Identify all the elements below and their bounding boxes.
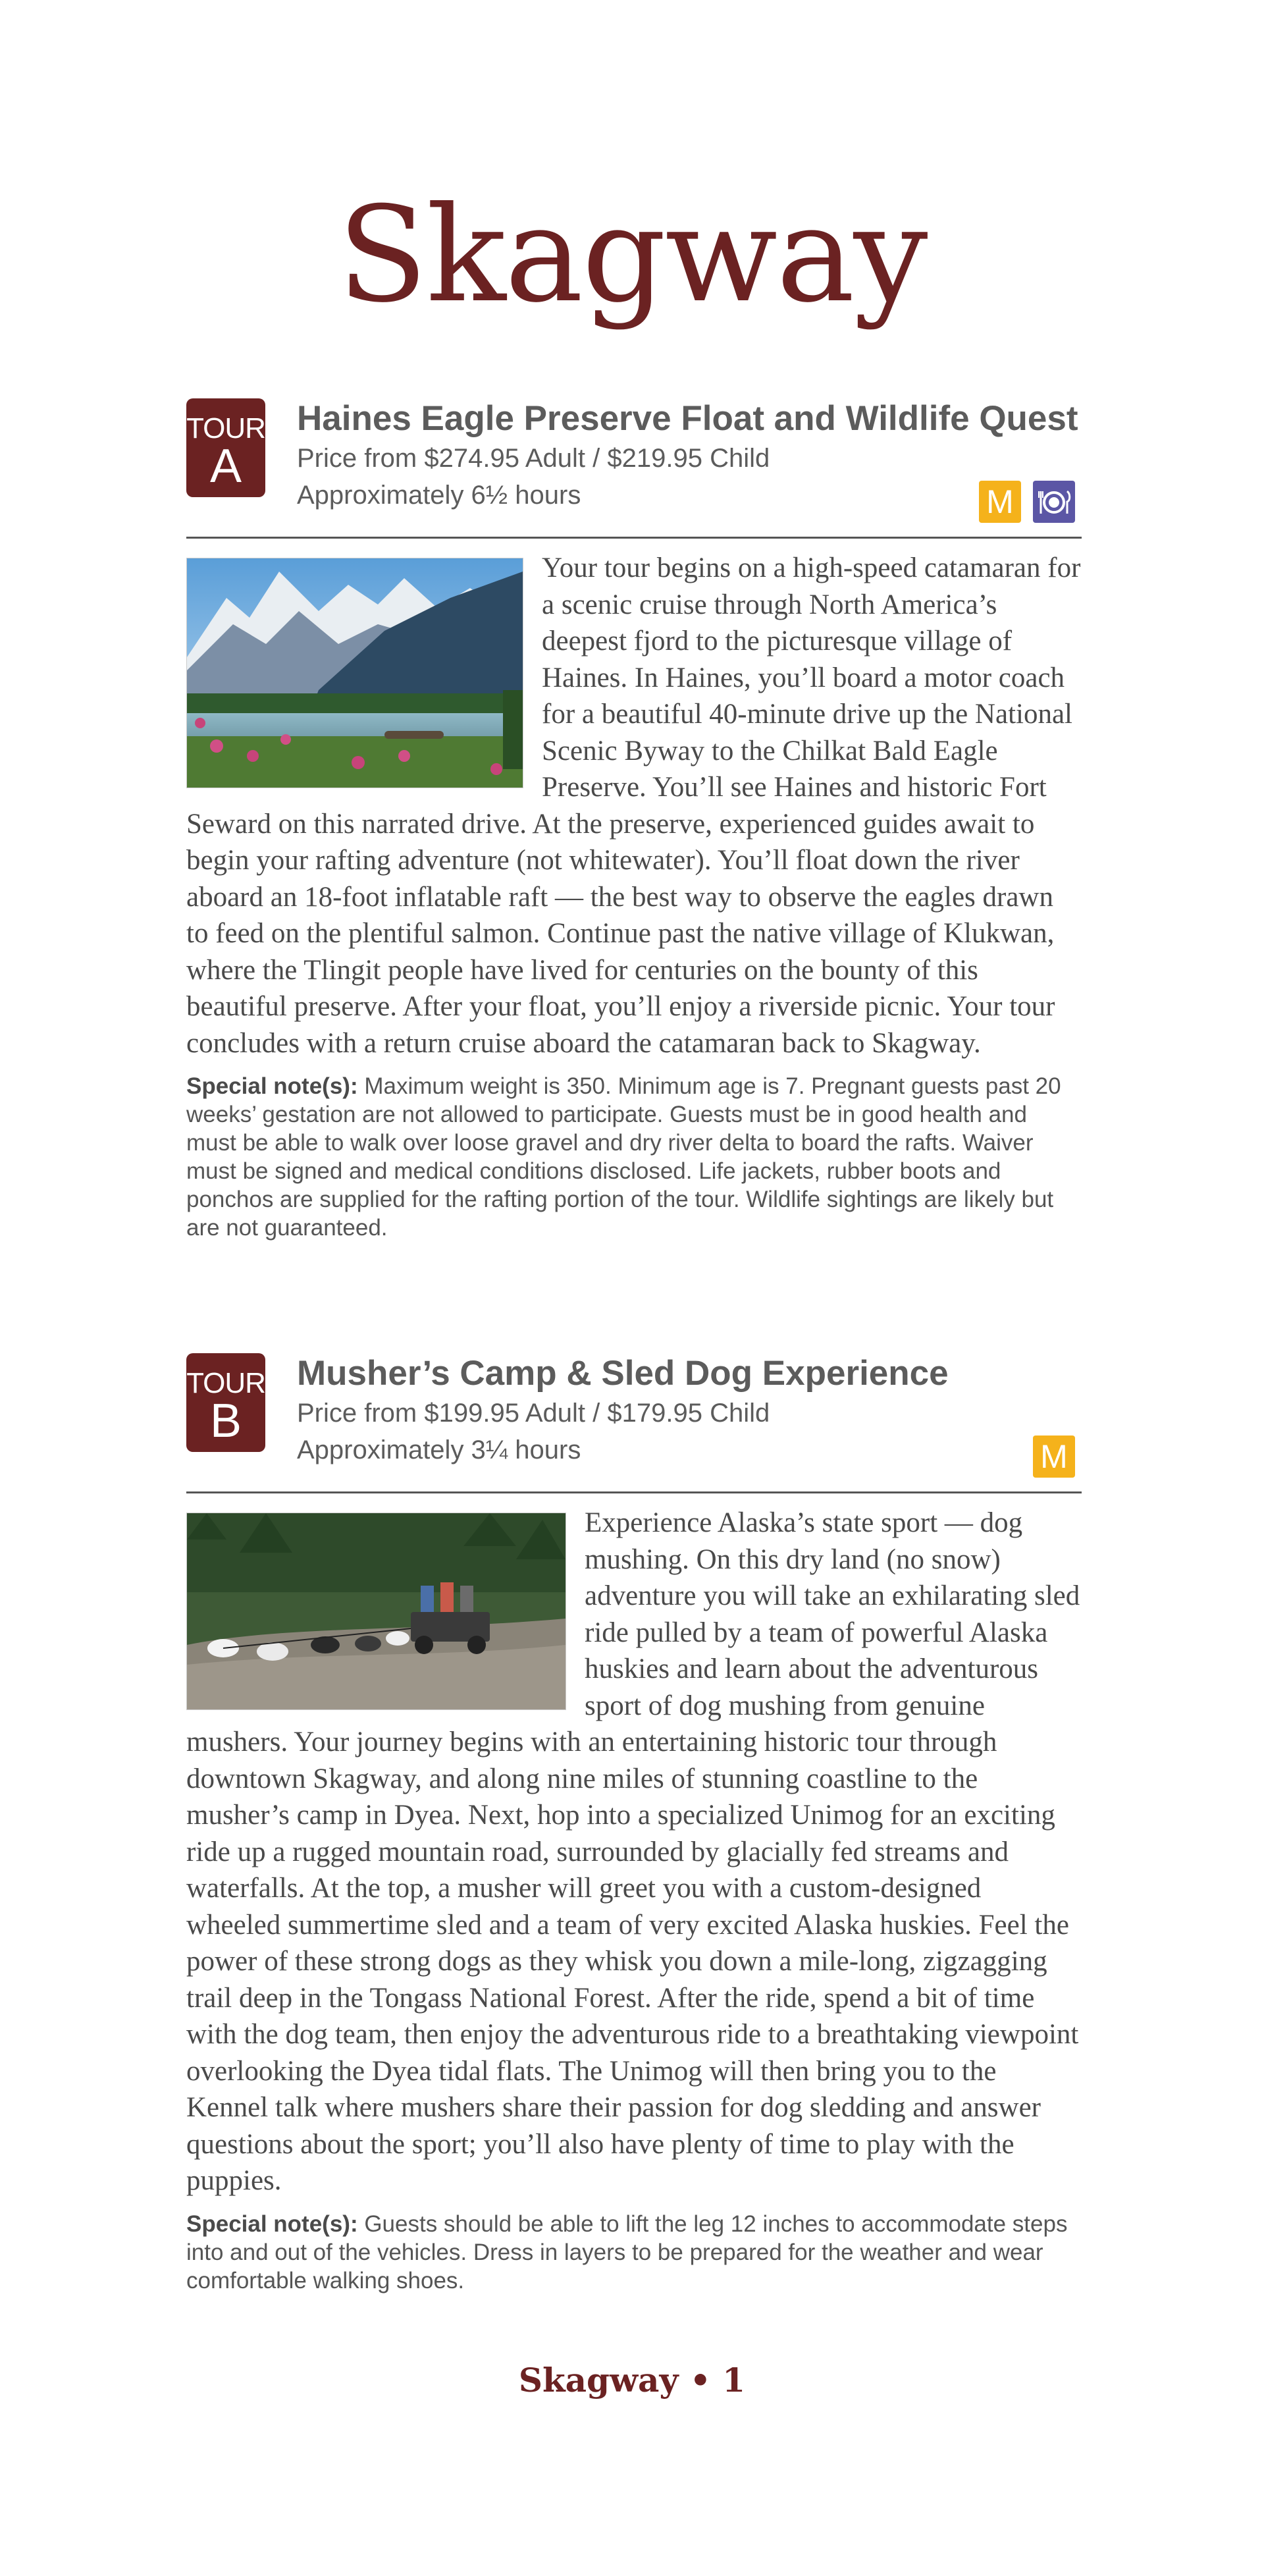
tour-icons xyxy=(979,481,1075,523)
tour-duration: Approximately 3¼ hours xyxy=(297,1436,581,1464)
page-footer: Skagway • 1 xyxy=(518,2361,746,2400)
tour-title: Haines Eagle Preserve Float and Wildlife Quest xyxy=(297,399,1078,438)
tour-title: Musher’s Camp & Sled Dog Experience xyxy=(297,1354,949,1393)
page-title: Skagway xyxy=(337,178,927,332)
special-note-label: Special note(s): xyxy=(186,2211,358,2237)
eagle-preserve-photo xyxy=(186,558,523,788)
tour-duration: Approximately 6½ hours xyxy=(297,481,581,510)
special-note xyxy=(186,2210,1082,2295)
tour-badge-word: TOUR xyxy=(186,412,265,444)
tour-badge xyxy=(186,398,265,497)
special-note-text: Maximum weight is 350. Minimum age is 7. Pregnant guests past 20 weeks’ gestation are not allowed to participate. Guests must be in good health and must be able to walk over loose gravel and dry river delta to board the rafts. Waiver must be signed and medical conditions disclosed. Life jackets, rubber boots and ponchos are supplied for the rafting portion of the tour. Wildlife sightings are likely but are not guaranteed. xyxy=(186,1073,1061,1241)
divider xyxy=(186,1491,1082,1493)
meal-icon xyxy=(1033,481,1075,523)
tour-badge-letter: B xyxy=(209,1395,242,1447)
tour-price: Price from $199.95 Adult / $179.95 Child xyxy=(297,1399,770,1428)
tour-price: Price from $274.95 Adult / $219.95 Child xyxy=(297,444,770,473)
tour-icons xyxy=(1033,1436,1075,1478)
tour-badge xyxy=(186,1353,265,1452)
special-note xyxy=(186,1072,1082,1242)
tour-body xyxy=(186,550,1082,1242)
m-icon: M xyxy=(1033,1436,1075,1478)
tour-description: Experience Alaska’s state sport — dog mushing. On this dry land (no snow) adventure you will take an exhilarating sled ride pulled by a team of powerful Alaska huskies and learn about the adventurous sport of dog mushing from genuine mushers. Your journey begins with an entertaining historic tour through downtown Skagway, and along nine miles of stunning coastline to the musher’s camp in Dyea. Next, hop into a specialized Unimog for an exciting ride up a rugged mountain road, surrounded by glacially fed streams and waterfalls. At the top, a musher will greet you with a custom-designed wheeled summertime sled and a team of very excited Alaska huskies. Feel the power of these strong dogs as they whisk you down a mile-long, zigzagging trail deep in the Tongass National Forest. After the ride, spend a bit of time with the dog team, then enjoy the adventurous ride to a breathtaking viewpoint overlooking the Dyea tidal flats. The Unimog will then bring you to the Kennel talk where mushers share their passion for dog sledding and answer questions about the sport; you’ll also have plenty of time to play with the puppies. xyxy=(186,1507,1080,2196)
tour-description: Your tour begins on a high-speed catamaran for a scenic cruise through North America’s deepest fjord to the picturesque village of Haines. In Haines, you’ll board a motor coach for a beautiful 40-minute drive up the National Scenic Byway to the Chilkat Bald Eagle Preserve. You’ll see Haines and historic Fort Seward on this narrated drive. At the preserve, experienced guides await to begin your rafting adventure (not whitewater). You’ll float down the river aboard an 18-foot inflatable raft — the best way to observe the eagles drawn to feed on the plentiful salmon. Continue past the native village of Klukwan, where the Tlingit people have lived for centuries on the bounty of this beautiful preserve. After your float, you’ll enjoy a riverside picnic. Your tour concludes with a return cruise aboard the catamaran back to Skagway. xyxy=(186,552,1081,1059)
tour-body xyxy=(186,1505,1082,2295)
divider xyxy=(186,537,1082,539)
special-note-label: Special note(s): xyxy=(186,1073,358,1099)
tour-badge-letter: A xyxy=(209,440,242,493)
tour-badge-word: TOUR xyxy=(186,1367,265,1399)
special-note-text: Guests should be able to lift the leg 12 inches to accommodate steps into and out of the vehicles. Dress in layers to be prepared for the weather and wear comfortable walking shoes. xyxy=(186,2211,1068,2294)
m-icon: M xyxy=(979,481,1021,523)
sled-dog-photo xyxy=(186,1513,566,1710)
